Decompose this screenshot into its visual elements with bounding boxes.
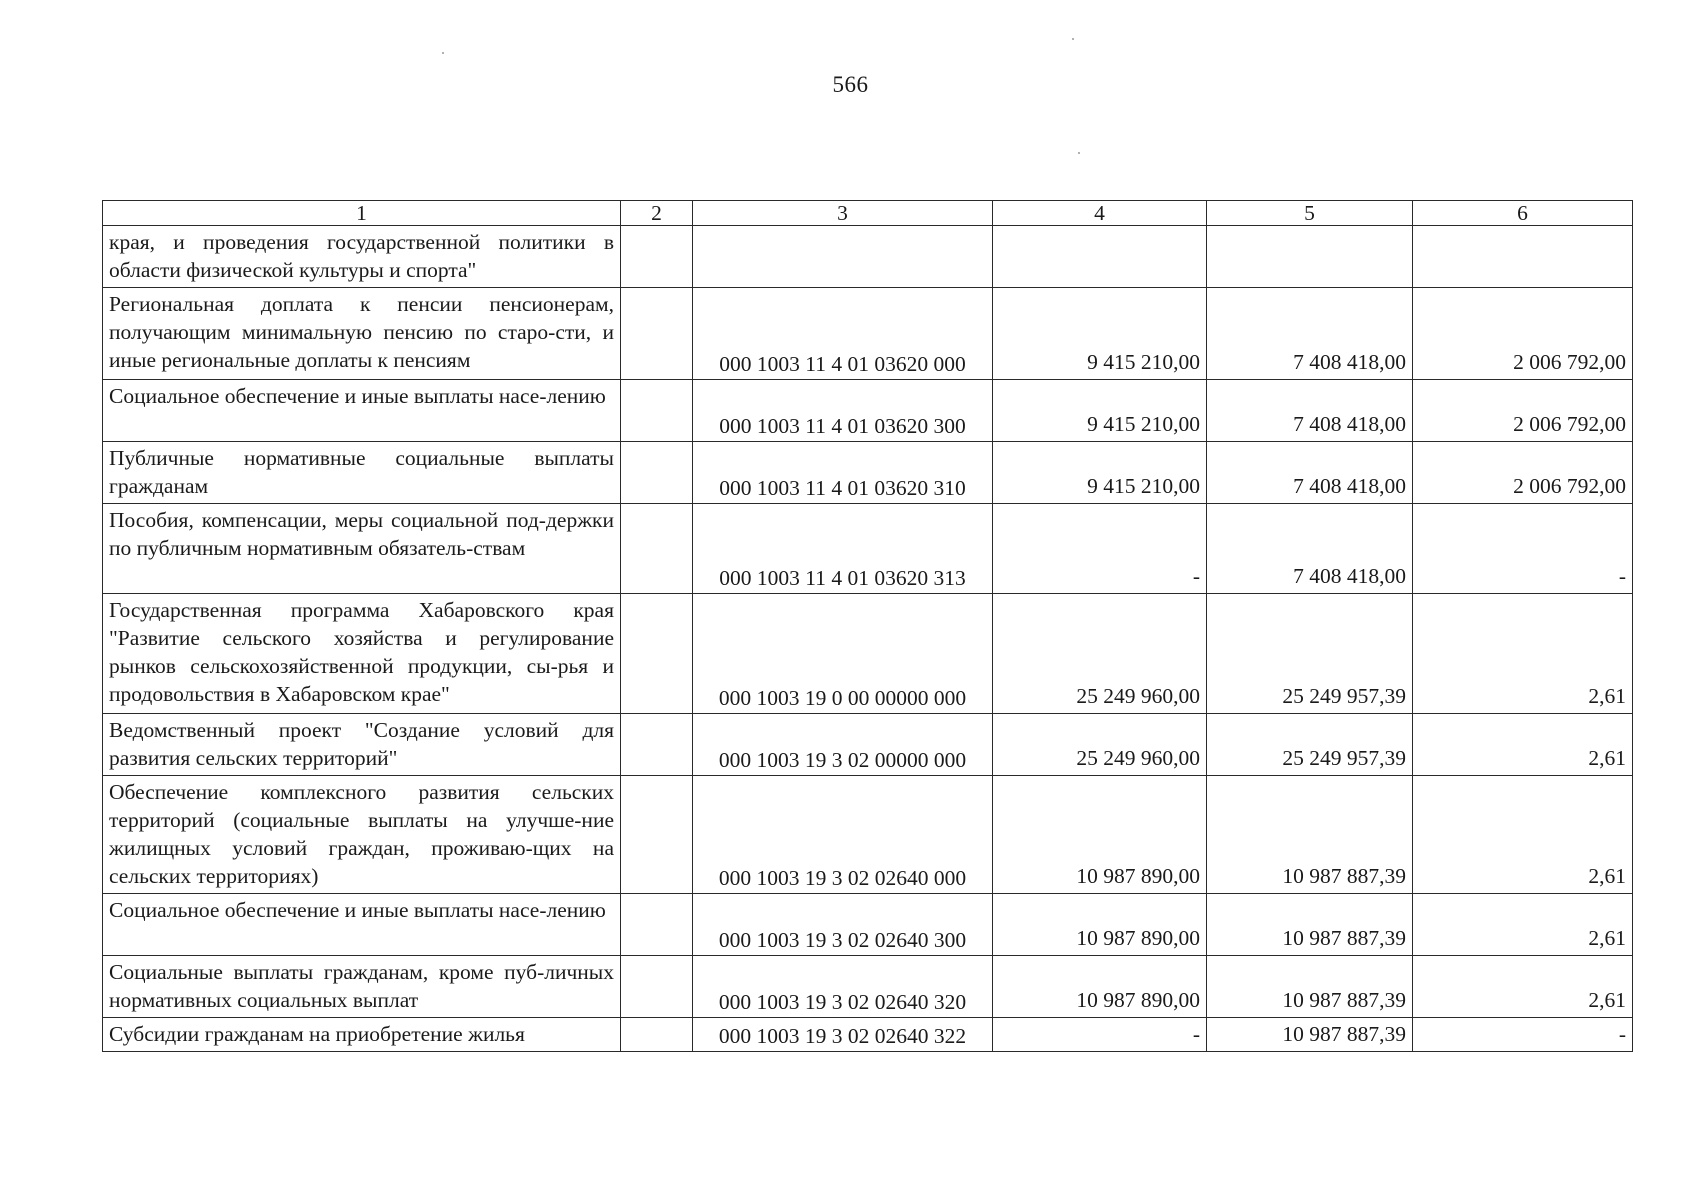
row-value-6: 2,61	[1413, 776, 1633, 894]
table-row	[103, 380, 1633, 442]
row-code: 000 1003 19 0 00 00000 000	[693, 594, 993, 714]
row-code: 000 1003 11 4 01 03620 000	[693, 288, 993, 380]
column-header: 5	[1207, 201, 1413, 226]
row-value-5: 7 408 418,00	[1207, 288, 1413, 380]
row-code: 000 1003 11 4 01 03620 310	[693, 442, 993, 504]
row-value-4	[993, 226, 1207, 288]
budget-table	[102, 200, 1633, 1052]
row-code: 000 1003 11 4 01 03620 313	[693, 504, 993, 594]
row-value-6: -	[1413, 1018, 1633, 1052]
row-value-6: 2,61	[1413, 956, 1633, 1018]
row-value-4: 10 987 890,00	[993, 894, 1207, 956]
row-value-5: 10 987 887,39	[1207, 894, 1413, 956]
row-value-5: 10 987 887,39	[1207, 1018, 1413, 1052]
scan-speck	[442, 52, 444, 54]
row-value-6: -	[1413, 504, 1633, 594]
row-value-6: 2 006 792,00	[1413, 288, 1633, 380]
header-row	[103, 201, 1633, 226]
row-name: края, и проведения государственной политики в области физической культуры и спорта"	[103, 226, 621, 288]
row-col2	[621, 288, 693, 380]
row-col2	[621, 956, 693, 1018]
scan-speck	[1078, 152, 1080, 154]
row-code	[693, 226, 993, 288]
table-row	[103, 288, 1633, 380]
table-row	[103, 714, 1633, 776]
table-row	[103, 504, 1633, 594]
row-value-6: 2,61	[1413, 894, 1633, 956]
row-col2	[621, 894, 693, 956]
scan-speck	[1072, 38, 1074, 40]
row-value-5: 25 249 957,39	[1207, 594, 1413, 714]
row-name: Публичные нормативные социальные выплаты гражданам	[103, 442, 621, 504]
column-header: 1	[103, 201, 621, 226]
row-col2	[621, 380, 693, 442]
table-row	[103, 1018, 1633, 1052]
row-value-4: 9 415 210,00	[993, 442, 1207, 504]
row-col2	[621, 594, 693, 714]
table-row	[103, 442, 1633, 504]
table-row	[103, 226, 1633, 288]
row-value-4: 10 987 890,00	[993, 776, 1207, 894]
row-value-5	[1207, 226, 1413, 288]
row-code: 000 1003 19 3 02 02640 320	[693, 956, 993, 1018]
row-value-5: 10 987 887,39	[1207, 776, 1413, 894]
row-value-5: 7 408 418,00	[1207, 380, 1413, 442]
row-value-4: -	[993, 1018, 1207, 1052]
row-value-5: 10 987 887,39	[1207, 956, 1413, 1018]
row-name: Региональная доплата к пенсии пенсионерам, получающим минимальную пенсию по старо-сти, и иные региональные доплаты к пенсиям	[103, 288, 621, 380]
row-value-6: 2 006 792,00	[1413, 380, 1633, 442]
row-value-5: 7 408 418,00	[1207, 504, 1413, 594]
column-header: 2	[621, 201, 693, 226]
row-value-6: 2,61	[1413, 714, 1633, 776]
row-name: Социальные выплаты гражданам, кроме пуб-личных нормативных социальных выплат	[103, 956, 621, 1018]
column-header: 4	[993, 201, 1207, 226]
row-code: 000 1003 19 3 02 00000 000	[693, 714, 993, 776]
row-value-4: 25 249 960,00	[993, 594, 1207, 714]
row-code: 000 1003 19 3 02 02640 322	[693, 1018, 993, 1052]
row-col2	[621, 714, 693, 776]
row-name: Пособия, компенсации, меры социальной под-держки по публичным нормативным обязатель-ствам	[103, 504, 621, 594]
row-value-4: -	[993, 504, 1207, 594]
row-value-4: 10 987 890,00	[993, 956, 1207, 1018]
page-number: 566	[832, 72, 869, 97]
row-value-4: 9 415 210,00	[993, 380, 1207, 442]
column-header: 3	[693, 201, 993, 226]
table-row	[103, 776, 1633, 894]
row-value-4: 9 415 210,00	[993, 288, 1207, 380]
row-value-4: 25 249 960,00	[993, 714, 1207, 776]
column-header: 6	[1413, 201, 1633, 226]
table-row	[103, 894, 1633, 956]
row-name: Государственная программа Хабаровского края "Развитие сельского хозяйства и регулирование рынков сельскохозяйственной продукции, сы-рья и продовольствия в Хабаровском крае"	[103, 594, 621, 714]
row-value-5: 25 249 957,39	[1207, 714, 1413, 776]
row-col2	[621, 226, 693, 288]
row-value-6: 2 006 792,00	[1413, 442, 1633, 504]
row-name: Социальное обеспечение и иные выплаты насе-лению	[103, 894, 621, 956]
row-code: 000 1003 11 4 01 03620 300	[693, 380, 993, 442]
row-col2	[621, 776, 693, 894]
table-row	[103, 594, 1633, 714]
row-col2	[621, 504, 693, 594]
row-value-6	[1413, 226, 1633, 288]
row-value-6: 2,61	[1413, 594, 1633, 714]
row-name: Субсидии гражданам на приобретение жилья	[103, 1018, 621, 1052]
table-row	[103, 956, 1633, 1018]
row-code: 000 1003 19 3 02 02640 300	[693, 894, 993, 956]
row-col2	[621, 442, 693, 504]
row-name: Обеспечение комплексного развития сельских территорий (социальные выплаты на улучше-ние жилищных условий граждан, проживаю-щих на сельских территориях)	[103, 776, 621, 894]
row-name: Ведомственный проект "Создание условий для развития сельских территорий"	[103, 714, 621, 776]
row-col2	[621, 1018, 693, 1052]
row-code: 000 1003 19 3 02 02640 000	[693, 776, 993, 894]
row-value-5: 7 408 418,00	[1207, 442, 1413, 504]
row-name: Социальное обеспечение и иные выплаты насе-лению	[103, 380, 621, 442]
